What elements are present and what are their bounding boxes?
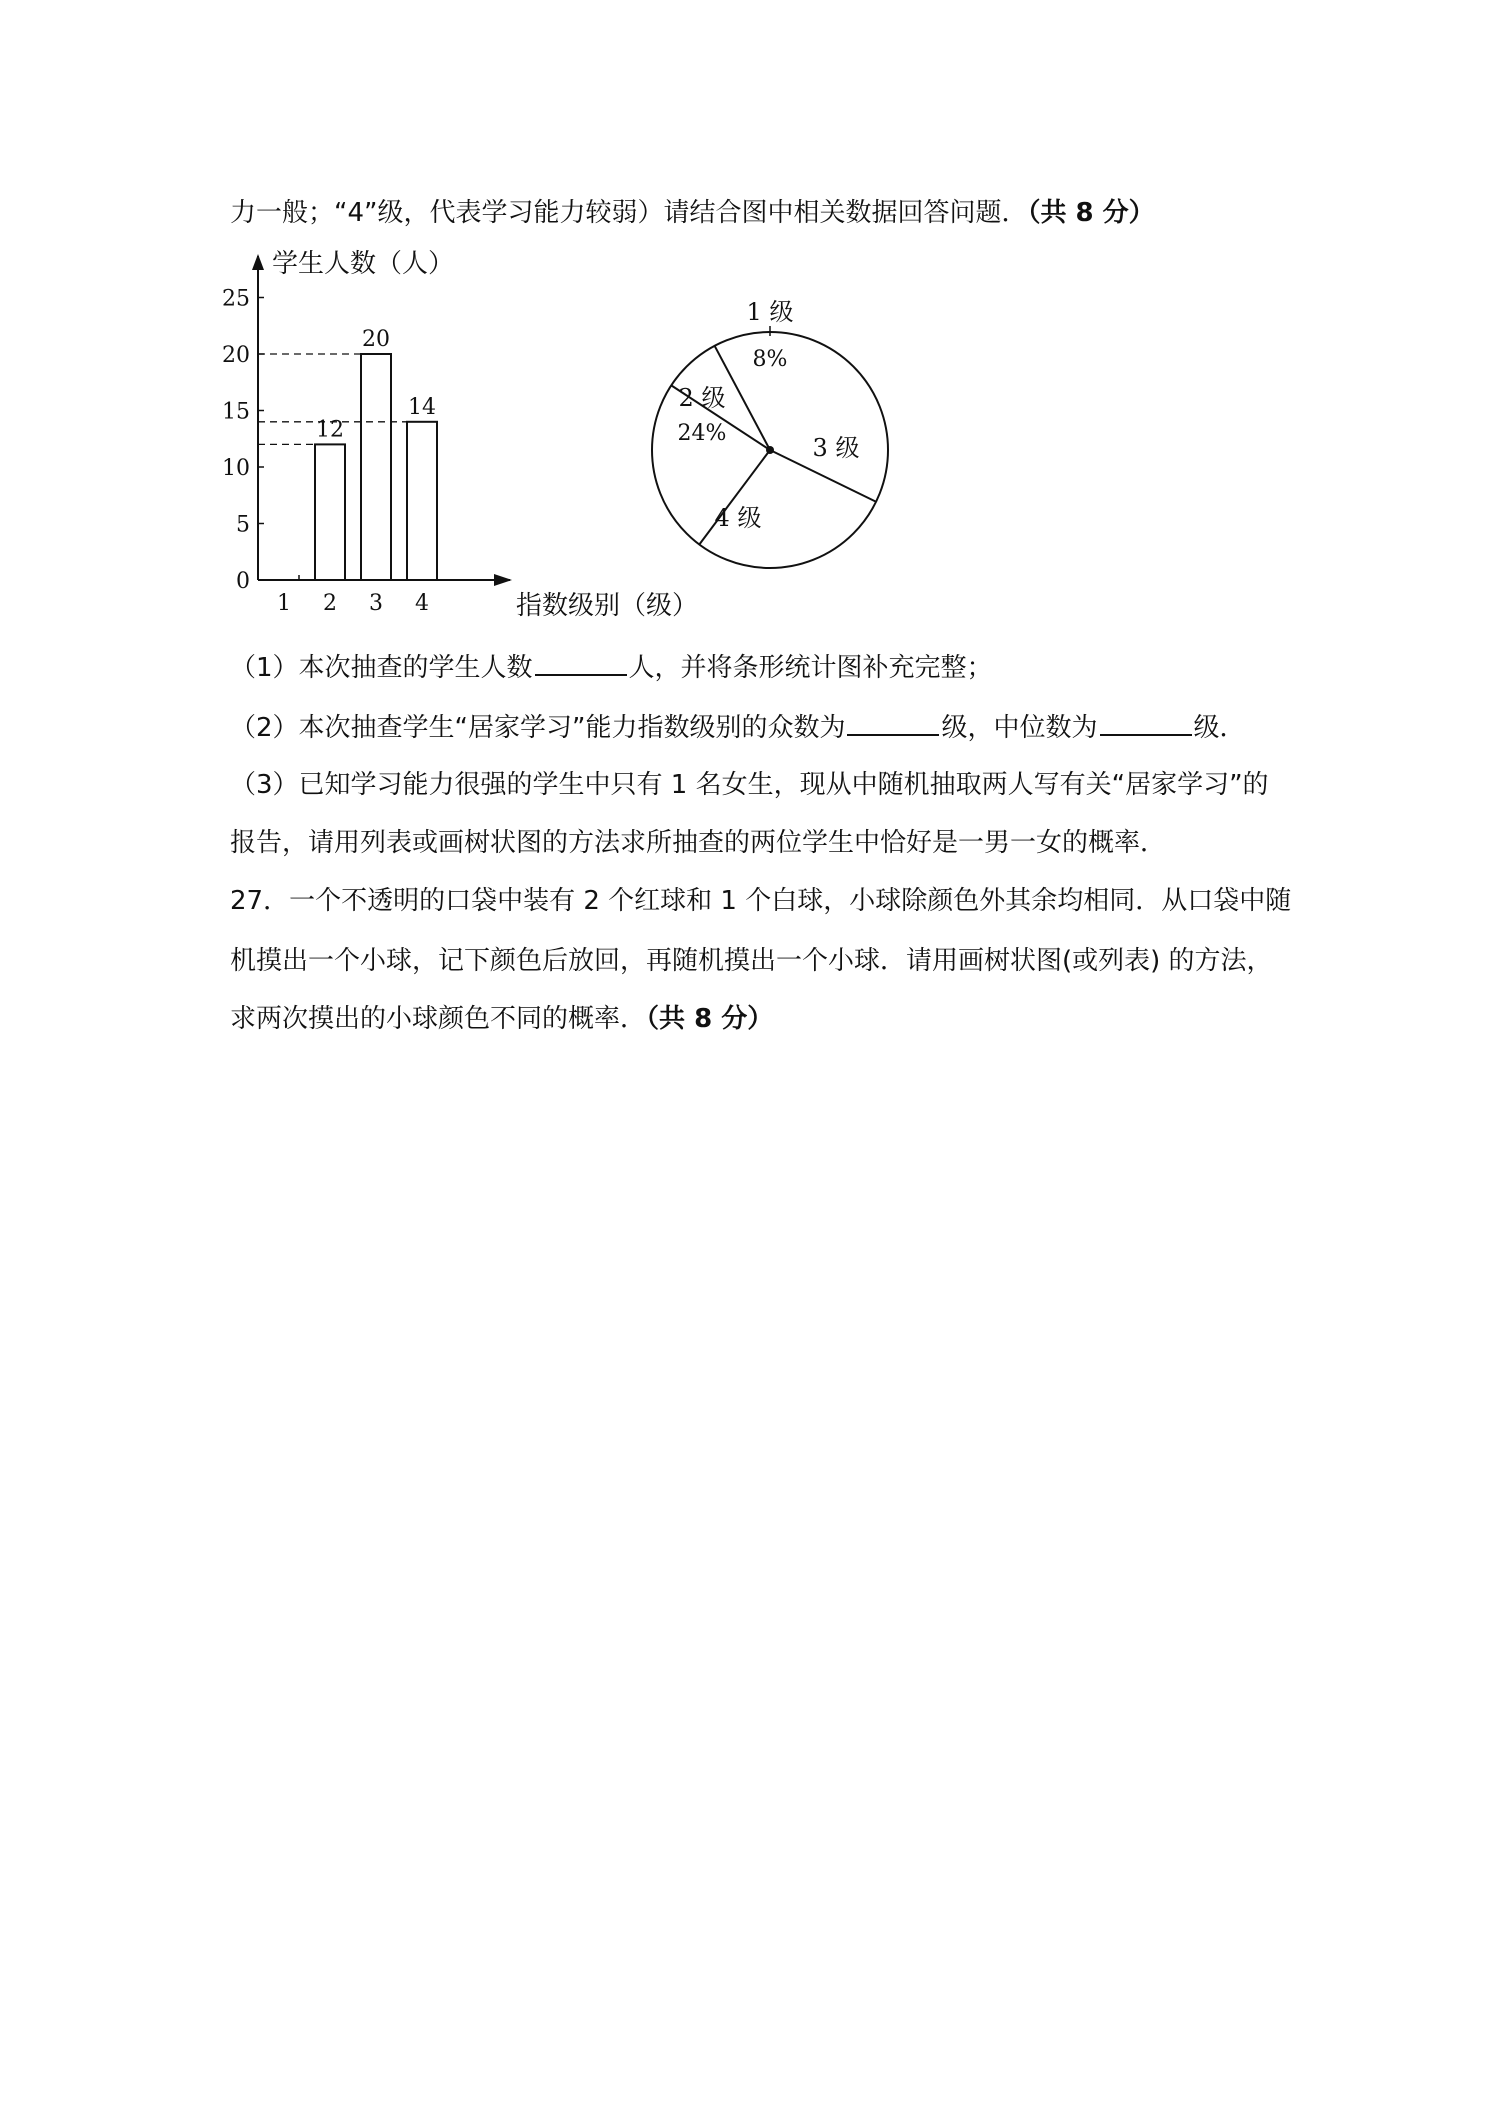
y-tick-label: 5 [236, 512, 250, 538]
q27-text: 求两次摸出的小球颜色不同的概率． [230, 1004, 647, 1034]
intro-line [230, 196, 1155, 230]
pie-slice-percent: 8% [752, 347, 788, 372]
y-tick-label: 25 [222, 286, 250, 312]
x-tick-label: 3 [369, 591, 383, 616]
y-tick-label: 15 [222, 399, 250, 425]
q27-score: （共 8 分） [646, 1004, 774, 1034]
question-1 [230, 648, 993, 685]
pie-slice-percent: 24% [677, 421, 727, 446]
bar-data-label: 14 [408, 394, 436, 420]
q2-text-c: 级． [1193, 713, 1246, 743]
bar-chart [210, 248, 699, 628]
bar-chart-marks [258, 327, 437, 580]
question-3-line-1: （3）已知学习能力很强的学生中只有 1 名女生，现从中随机抽取两人写有关“居家学习”的 [230, 770, 1269, 800]
question-27-line-2: 机摸出一个小球，记下颜色后放回，再随机摸出一个小球．请用画树状图(或列表) 的方法， [230, 946, 1273, 976]
y-tick-label: 0 [236, 569, 250, 594]
y-tick-label: 10 [222, 456, 250, 481]
bar [361, 354, 391, 580]
y-tick-label: 20 [222, 343, 250, 368]
bar-chart-xlabel: 指数级别（级） [516, 591, 699, 621]
bar-data-label: 12 [316, 417, 344, 443]
pie-center-dot [766, 446, 774, 454]
q2-median-blank[interactable] [1100, 708, 1192, 736]
bar [315, 444, 345, 580]
x-tick-label: 2 [323, 591, 337, 616]
intro-score: （共 8 分） [1027, 198, 1155, 228]
pie-slice-label: 4 级 [714, 504, 762, 532]
q1-text-after: 人，并将条形统计图补充完整； [628, 653, 993, 683]
question-27-line-1: 27．一个不透明的口袋中装有 2 个红球和 1 个白球，小球除颜色外其余均相同．从口袋中随 [230, 886, 1292, 916]
question-27-line-3 [230, 1002, 773, 1036]
q2-mode-blank[interactable] [847, 708, 939, 736]
pie-slice-label: 1 级 [746, 298, 794, 326]
x-tick-label: 1 [277, 591, 291, 616]
x-axis-arrow [494, 574, 512, 586]
bar-data-label: 20 [362, 327, 390, 352]
pie-slice-label: 2 级 [678, 384, 726, 412]
y-axis-arrow [252, 254, 264, 270]
question-3-line-2: 报告，请用列表或画树状图的方法求所抽查的两位学生中恰好是一男一女的概率． [230, 828, 1167, 858]
pie-chart [640, 290, 920, 590]
bar-chart-ylabel: 学生人数（人） [272, 249, 455, 279]
bar [407, 422, 437, 580]
q1-answer-blank[interactable] [535, 648, 627, 676]
pie-chart-marks [652, 298, 888, 568]
q1-text-before: （1）本次抽查的学生人数 [230, 653, 533, 683]
q2-text-b: 级，中位数为 [941, 713, 1098, 743]
question-2 [230, 708, 1246, 745]
intro-text: 力一般；“4”级，代表学习能力较弱）请结合图中相关数据回答问题． [230, 198, 1028, 228]
q2-text-a: （2）本次抽查学生“居家学习”能力指数级别的众数为 [230, 713, 846, 743]
x-tick-label: 4 [415, 591, 429, 616]
pie-slice-label: 3 级 [812, 434, 860, 462]
